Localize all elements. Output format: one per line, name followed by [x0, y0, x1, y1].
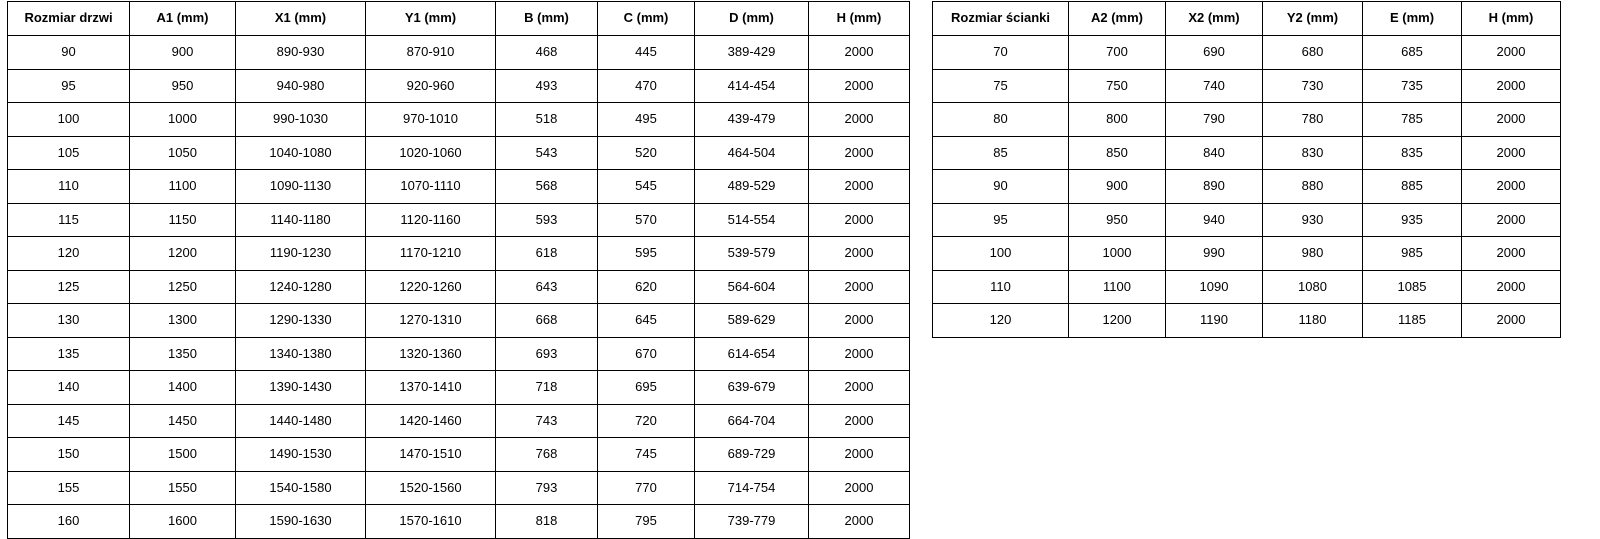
doors-table-header [8, 2, 910, 36]
cell-door-size: 120 [8, 237, 130, 271]
cell-b: 468 [496, 36, 598, 70]
cell-e: 885 [1363, 170, 1462, 204]
cell-h: 2000 [809, 69, 910, 103]
table-row [933, 103, 1561, 137]
cell-x1: 1490-1530 [236, 438, 366, 472]
cell-x2: 1190 [1166, 304, 1263, 338]
cell-h: 2000 [809, 371, 910, 405]
cell-y1: 1520-1560 [366, 471, 496, 505]
table-row [8, 304, 910, 338]
cell-e: 835 [1363, 136, 1462, 170]
cell-door-size: 95 [8, 69, 130, 103]
cell-y1: 1270-1310 [366, 304, 496, 338]
column-header-a2: A2 (mm) [1069, 2, 1166, 36]
column-header-d: D (mm) [695, 2, 809, 36]
cell-h: 2000 [1462, 237, 1561, 271]
cell-door-size: 145 [8, 404, 130, 438]
cell-y1: 970-1010 [366, 103, 496, 137]
cell-h: 2000 [809, 237, 910, 271]
cell-e: 785 [1363, 103, 1462, 137]
column-header-e: E (mm) [1363, 2, 1462, 36]
cell-h: 2000 [1462, 69, 1561, 103]
cell-x2: 840 [1166, 136, 1263, 170]
cell-a1: 950 [130, 69, 236, 103]
column-header-c: C (mm) [598, 2, 695, 36]
table-row [933, 136, 1561, 170]
column-header-h: H (mm) [809, 2, 910, 36]
cell-wall-size: 75 [933, 69, 1069, 103]
cell-h: 2000 [809, 471, 910, 505]
cell-d: 614-654 [695, 337, 809, 371]
cell-y2: 930 [1263, 203, 1363, 237]
cell-a2: 850 [1069, 136, 1166, 170]
doors-dimensions-table-container [7, 1, 910, 539]
cell-y2: 830 [1263, 136, 1363, 170]
table-row [933, 36, 1561, 70]
cell-e: 985 [1363, 237, 1462, 271]
cell-y1: 1020-1060 [366, 136, 496, 170]
table-row [8, 337, 910, 371]
cell-a1: 1500 [130, 438, 236, 472]
table-row [933, 203, 1561, 237]
walls-dimensions-table [932, 1, 1561, 338]
table-row [8, 471, 910, 505]
cell-x1: 1040-1080 [236, 136, 366, 170]
cell-y2: 730 [1263, 69, 1363, 103]
cell-x1: 1540-1580 [236, 471, 366, 505]
cell-d: 414-454 [695, 69, 809, 103]
cell-a1: 1000 [130, 103, 236, 137]
table-row [8, 371, 910, 405]
cell-c: 670 [598, 337, 695, 371]
cell-wall-size: 70 [933, 36, 1069, 70]
cell-y2: 980 [1263, 237, 1363, 271]
walls-dimensions-table-container [932, 1, 1561, 338]
cell-c: 445 [598, 36, 695, 70]
cell-x2: 940 [1166, 203, 1263, 237]
cell-y1: 1370-1410 [366, 371, 496, 405]
cell-h: 2000 [809, 203, 910, 237]
cell-c: 695 [598, 371, 695, 405]
column-header-y1: Y1 (mm) [366, 2, 496, 36]
cell-a1: 1200 [130, 237, 236, 271]
table-header-row [933, 2, 1561, 36]
cell-b: 793 [496, 471, 598, 505]
cell-x2: 990 [1166, 237, 1263, 271]
cell-h: 2000 [1462, 304, 1561, 338]
walls-table-header [933, 2, 1561, 36]
cell-b: 643 [496, 270, 598, 304]
cell-x1: 1390-1430 [236, 371, 366, 405]
cell-door-size: 100 [8, 103, 130, 137]
table-row [8, 237, 910, 271]
cell-b: 693 [496, 337, 598, 371]
cell-door-size: 130 [8, 304, 130, 338]
cell-y1: 870-910 [366, 36, 496, 70]
cell-d: 539-579 [695, 237, 809, 271]
cell-h: 2000 [809, 103, 910, 137]
cell-x2: 790 [1166, 103, 1263, 137]
cell-d: 589-629 [695, 304, 809, 338]
cell-x1: 1190-1230 [236, 237, 366, 271]
cell-x2: 1090 [1166, 270, 1263, 304]
table-row [8, 203, 910, 237]
cell-y1: 920-960 [366, 69, 496, 103]
cell-a1: 1550 [130, 471, 236, 505]
table-row [933, 170, 1561, 204]
cell-y1: 1220-1260 [366, 270, 496, 304]
cell-e: 1085 [1363, 270, 1462, 304]
cell-h: 2000 [1462, 36, 1561, 70]
table-row [8, 404, 910, 438]
cell-b: 518 [496, 103, 598, 137]
cell-d: 514-554 [695, 203, 809, 237]
cell-d: 639-679 [695, 371, 809, 405]
cell-x1: 1140-1180 [236, 203, 366, 237]
cell-x2: 690 [1166, 36, 1263, 70]
cell-x1: 1290-1330 [236, 304, 366, 338]
cell-h: 2000 [1462, 270, 1561, 304]
cell-door-size: 105 [8, 136, 130, 170]
cell-c: 495 [598, 103, 695, 137]
cell-wall-size: 100 [933, 237, 1069, 271]
cell-a1: 900 [130, 36, 236, 70]
cell-x1: 1590-1630 [236, 505, 366, 539]
cell-b: 743 [496, 404, 598, 438]
cell-x1: 1090-1130 [236, 170, 366, 204]
cell-a2: 1000 [1069, 237, 1166, 271]
cell-c: 795 [598, 505, 695, 539]
cell-e: 735 [1363, 69, 1462, 103]
cell-a1: 1100 [130, 170, 236, 204]
cell-h: 2000 [809, 36, 910, 70]
table-row [8, 505, 910, 539]
table-row [933, 237, 1561, 271]
cell-d: 564-604 [695, 270, 809, 304]
cell-y1: 1320-1360 [366, 337, 496, 371]
cell-h: 2000 [809, 438, 910, 472]
cell-door-size: 150 [8, 438, 130, 472]
table-row [8, 103, 910, 137]
cell-y1: 1070-1110 [366, 170, 496, 204]
cell-y2: 880 [1263, 170, 1363, 204]
cell-door-size: 90 [8, 36, 130, 70]
cell-h: 2000 [809, 304, 910, 338]
cell-a1: 1400 [130, 371, 236, 405]
cell-d: 714-754 [695, 471, 809, 505]
cell-a2: 800 [1069, 103, 1166, 137]
cell-h: 2000 [1462, 136, 1561, 170]
cell-d: 664-704 [695, 404, 809, 438]
cell-x1: 940-980 [236, 69, 366, 103]
cell-wall-size: 110 [933, 270, 1069, 304]
cell-a2: 1200 [1069, 304, 1166, 338]
cell-b: 593 [496, 203, 598, 237]
cell-wall-size: 120 [933, 304, 1069, 338]
cell-door-size: 110 [8, 170, 130, 204]
doors-table-body [8, 36, 910, 539]
cell-c: 645 [598, 304, 695, 338]
cell-y1: 1470-1510 [366, 438, 496, 472]
cell-x2: 890 [1166, 170, 1263, 204]
cell-c: 720 [598, 404, 695, 438]
cell-c: 570 [598, 203, 695, 237]
cell-door-size: 160 [8, 505, 130, 539]
table-row [933, 304, 1561, 338]
cell-y2: 780 [1263, 103, 1363, 137]
cell-y1: 1170-1210 [366, 237, 496, 271]
cell-h: 2000 [809, 270, 910, 304]
cell-a2: 950 [1069, 203, 1166, 237]
cell-wall-size: 95 [933, 203, 1069, 237]
cell-e: 1185 [1363, 304, 1462, 338]
cell-c: 470 [598, 69, 695, 103]
table-row [8, 170, 910, 204]
cell-door-size: 135 [8, 337, 130, 371]
table-row [8, 36, 910, 70]
cell-a1: 1150 [130, 203, 236, 237]
cell-c: 545 [598, 170, 695, 204]
table-row [8, 438, 910, 472]
table-row [8, 69, 910, 103]
cell-wall-size: 85 [933, 136, 1069, 170]
cell-y2: 1180 [1263, 304, 1363, 338]
cell-a2: 1100 [1069, 270, 1166, 304]
cell-door-size: 115 [8, 203, 130, 237]
cell-e: 935 [1363, 203, 1462, 237]
cell-h: 2000 [809, 170, 910, 204]
walls-table-body [933, 36, 1561, 338]
cell-b: 718 [496, 371, 598, 405]
cell-d: 689-729 [695, 438, 809, 472]
table-row [933, 69, 1561, 103]
cell-a1: 1450 [130, 404, 236, 438]
column-header-a1: A1 (mm) [130, 2, 236, 36]
table-row [8, 270, 910, 304]
cell-d: 739-779 [695, 505, 809, 539]
table-row [933, 270, 1561, 304]
cell-h: 2000 [809, 505, 910, 539]
cell-door-size: 125 [8, 270, 130, 304]
table-row [8, 136, 910, 170]
cell-x2: 740 [1166, 69, 1263, 103]
cell-h: 2000 [1462, 203, 1561, 237]
cell-door-size: 140 [8, 371, 130, 405]
cell-a2: 700 [1069, 36, 1166, 70]
cell-e: 685 [1363, 36, 1462, 70]
cell-d: 489-529 [695, 170, 809, 204]
cell-a2: 750 [1069, 69, 1166, 103]
cell-a2: 900 [1069, 170, 1166, 204]
column-header-b: B (mm) [496, 2, 598, 36]
cell-b: 768 [496, 438, 598, 472]
cell-a1: 1250 [130, 270, 236, 304]
cell-a1: 1600 [130, 505, 236, 539]
cell-h: 2000 [809, 337, 910, 371]
cell-a1: 1350 [130, 337, 236, 371]
cell-b: 568 [496, 170, 598, 204]
cell-h: 2000 [1462, 170, 1561, 204]
cell-b: 618 [496, 237, 598, 271]
cell-h: 2000 [1462, 103, 1561, 137]
cell-c: 620 [598, 270, 695, 304]
cell-c: 595 [598, 237, 695, 271]
cell-wall-size: 80 [933, 103, 1069, 137]
cell-d: 439-479 [695, 103, 809, 137]
column-header-y2: Y2 (mm) [1263, 2, 1363, 36]
cell-wall-size: 90 [933, 170, 1069, 204]
cell-a1: 1300 [130, 304, 236, 338]
cell-d: 389-429 [695, 36, 809, 70]
cell-door-size: 155 [8, 471, 130, 505]
column-header-x1: X1 (mm) [236, 2, 366, 36]
cell-x1: 890-930 [236, 36, 366, 70]
cell-x1: 990-1030 [236, 103, 366, 137]
table-header-row [8, 2, 910, 36]
cell-h: 2000 [809, 136, 910, 170]
column-header-wall-size: Rozmiar ścianki [933, 2, 1069, 36]
cell-y1: 1120-1160 [366, 203, 496, 237]
cell-y2: 680 [1263, 36, 1363, 70]
column-header-h: H (mm) [1462, 2, 1561, 36]
cell-y1: 1570-1610 [366, 505, 496, 539]
doors-dimensions-table [7, 1, 910, 539]
cell-d: 464-504 [695, 136, 809, 170]
cell-x1: 1340-1380 [236, 337, 366, 371]
cell-b: 818 [496, 505, 598, 539]
cell-c: 520 [598, 136, 695, 170]
column-header-x2: X2 (mm) [1166, 2, 1263, 36]
cell-h: 2000 [809, 404, 910, 438]
column-header-door-size: Rozmiar drzwi [8, 2, 130, 36]
cell-b: 668 [496, 304, 598, 338]
cell-b: 543 [496, 136, 598, 170]
cell-y1: 1420-1460 [366, 404, 496, 438]
cell-a1: 1050 [130, 136, 236, 170]
cell-c: 770 [598, 471, 695, 505]
cell-y2: 1080 [1263, 270, 1363, 304]
cell-b: 493 [496, 69, 598, 103]
cell-x1: 1440-1480 [236, 404, 366, 438]
cell-c: 745 [598, 438, 695, 472]
cell-x1: 1240-1280 [236, 270, 366, 304]
